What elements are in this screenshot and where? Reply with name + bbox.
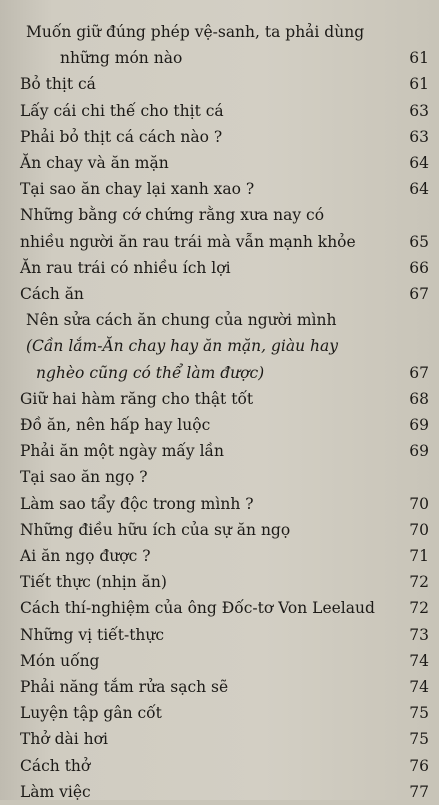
- toc-entry: [0, 360, 439, 386]
- toc-entry-page: 67: [409, 363, 429, 382]
- toc-entry: [0, 71, 439, 97]
- toc-entry-title: Tại sao ăn chay lại xanh xao ?: [20, 180, 255, 199]
- toc-entry: [0, 726, 439, 752]
- toc-entry-title: nghèo cũng có thể làm được): [36, 363, 265, 382]
- toc-entry-title: những món nào: [60, 49, 183, 68]
- toc-entry-title: Giữ hai hàm răng cho thật tốt: [20, 389, 254, 408]
- toc-entry-page: 69: [409, 442, 429, 461]
- toc-entry-title: Những vị tiết-thực: [20, 625, 165, 644]
- toc-entry: [0, 543, 439, 569]
- toc-entry-page: 71: [409, 547, 429, 565]
- toc-entry-title: Những bằng cớ chứng rằng xưa nay có: [20, 206, 325, 225]
- toc-entry-page: 72: [409, 573, 429, 592]
- toc-entry-title: Đồ ăn, nên hấp hay luộc: [20, 416, 211, 434]
- toc-entry-title: Cách ăn: [20, 285, 84, 303]
- toc-entry: [0, 438, 439, 464]
- toc-entry: [0, 491, 439, 517]
- toc-entry-title: Tiết thực (nhịn ăn): [20, 573, 167, 592]
- toc-entry-page: 67: [409, 285, 429, 303]
- toc-entry-title: Bỏ thịt cá: [20, 75, 96, 94]
- toc-entry-page: 66: [409, 258, 429, 277]
- toc-entry: [0, 229, 439, 255]
- toc-entry-page: 63: [409, 127, 429, 146]
- toc-entry: [0, 386, 439, 412]
- toc-entry-page: 72: [409, 599, 429, 618]
- toc-entry-title: Phải bỏ thịt cá cách nào ?: [20, 127, 223, 146]
- toc-entry-title: Luyện tập gân cốt: [20, 704, 162, 723]
- toc-entry: [0, 464, 439, 490]
- toc-entry-page: 75: [409, 730, 429, 749]
- toc-entry-title: (Cần lắm-Ăn chay hay ăn mặn, giàu hay: [26, 337, 338, 356]
- toc-entry-page: 61: [409, 49, 429, 68]
- toc-entry-page: 63: [409, 101, 429, 120]
- toc-entry: [0, 622, 439, 648]
- toc-entry: [0, 150, 439, 176]
- toc-entry: [0, 674, 439, 700]
- toc-entry-title: Nên sửa cách ăn chung của người mình: [26, 311, 337, 330]
- toc-entry: [0, 202, 439, 228]
- toc-entry: [0, 595, 439, 621]
- toc-entry: [0, 19, 439, 45]
- toc-entry-title: Ăn chay và ăn mặn: [20, 154, 169, 172]
- toc-entry-title: Phải năng tắm rửa sạch sẽ: [20, 678, 229, 696]
- toc-entry-page: 74: [409, 678, 429, 696]
- toc-entry: [0, 779, 439, 805]
- toc-entry-page: 64: [409, 154, 429, 172]
- toc-entry-title: Tại sao ăn ngọ ?: [20, 468, 148, 487]
- toc-entry: [0, 176, 439, 202]
- toc-entry: [0, 98, 439, 124]
- toc-entry-page: 76: [409, 756, 429, 775]
- toc-entry-title: Ai ăn ngọ được ?: [20, 547, 151, 565]
- toc-entry: [0, 45, 439, 71]
- toc-entry-title: nhiều người ăn rau trái mà vẫn mạnh khỏe: [20, 232, 356, 251]
- toc-entry: [0, 281, 439, 307]
- toc-entry-title: Muốn giữ đúng phép vệ-sanh, ta phải dùng: [26, 23, 365, 41]
- toc-entry-title: Món uống: [20, 651, 100, 670]
- toc-entry: [0, 255, 439, 281]
- toc-entry: [0, 412, 439, 438]
- toc-entry-page: 70: [409, 520, 429, 539]
- toc-entry-page: 64: [409, 180, 429, 199]
- toc-entry: [0, 124, 439, 150]
- toc-entry: [0, 333, 439, 359]
- toc-entry: [0, 307, 439, 333]
- toc-entry-title: Lấy cái chi thế cho thịt cá: [20, 101, 224, 120]
- toc-entry-page: 69: [409, 416, 429, 434]
- toc-entry-title: Những điều hữu ích của sự ăn ngọ: [20, 520, 291, 539]
- toc-entry-page: 65: [409, 232, 429, 251]
- toc-entry-page: 73: [409, 625, 429, 644]
- toc-entry-page: 77: [409, 782, 429, 801]
- toc-entry: [0, 569, 439, 595]
- toc-entry-page: 70: [409, 494, 429, 513]
- toc-entry-page: 68: [409, 389, 429, 408]
- toc-entry-page: 61: [409, 75, 429, 94]
- toc-entry-title: Làm sao tẩy độc trong mình ?: [20, 494, 254, 513]
- toc-entry: [0, 517, 439, 543]
- toc-entry-page: 75: [409, 704, 429, 723]
- toc-entry-title: Cách thí-nghiệm của ông Đốc-tơ Von Leelaud: [20, 599, 375, 618]
- toc-entry-title: Cách thở: [20, 756, 91, 775]
- toc-entry-page: 74: [409, 651, 429, 670]
- toc-entry-title: Phải ăn một ngày mấy lần: [20, 442, 225, 461]
- toc-entry: [0, 648, 439, 674]
- toc-entry-title: Làm việc: [20, 782, 91, 801]
- toc-entry: [0, 700, 439, 726]
- toc-entry-title: Ăn rau trái có nhiều ích lợi: [20, 258, 231, 277]
- toc-entry: [0, 753, 439, 779]
- toc-entry-title: Thở dài hơi: [20, 730, 108, 749]
